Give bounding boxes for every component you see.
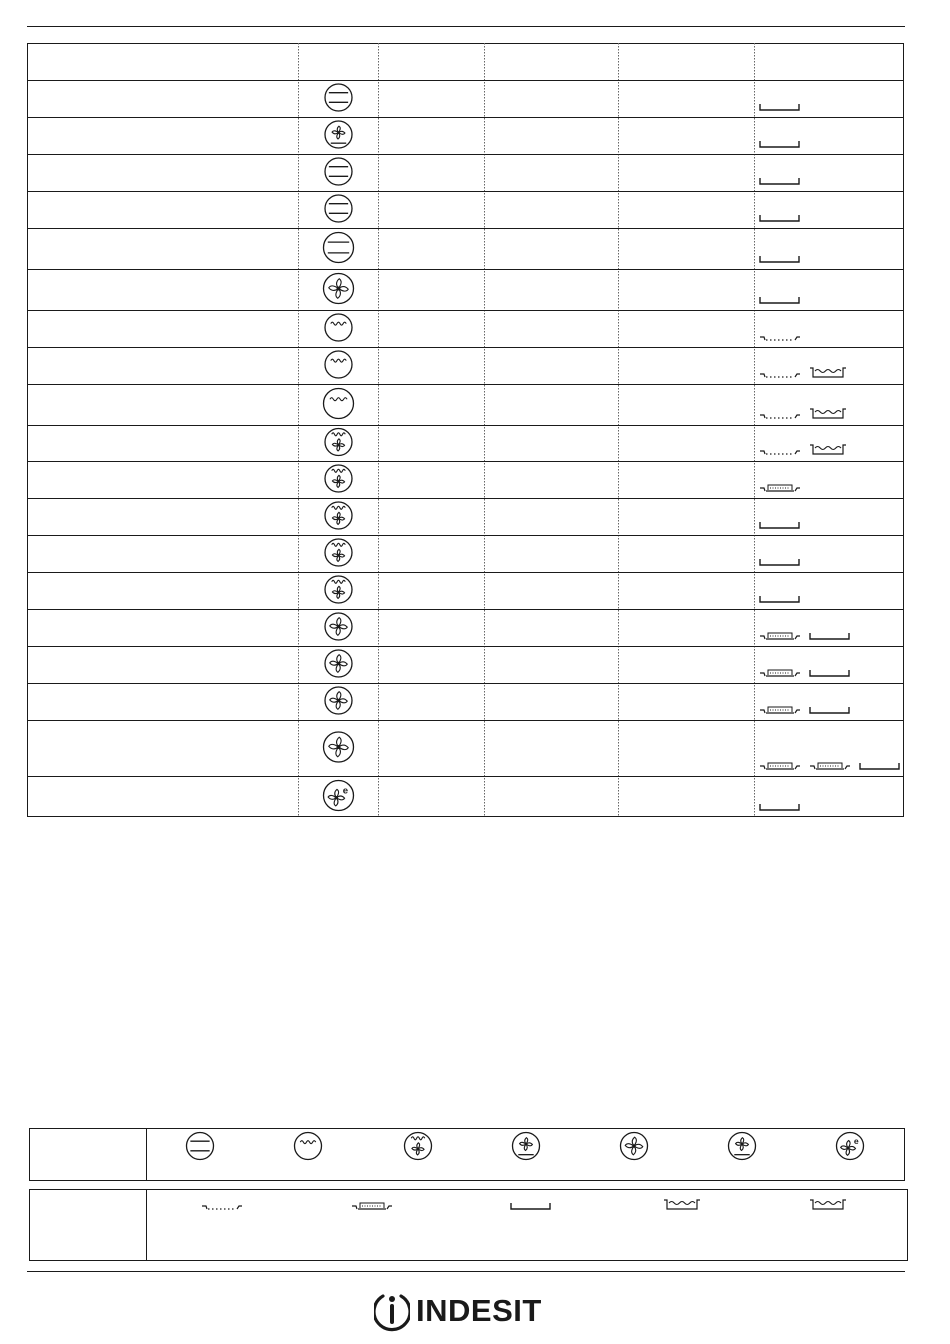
- baking-tray-icon: [760, 559, 799, 565]
- legend-functions-icons: [30, 1129, 904, 1180]
- table-row: [324, 389, 847, 419]
- conventional-icon: [324, 233, 354, 263]
- convection-bake-icon: [325, 687, 352, 714]
- baking-tray-icon: [760, 256, 799, 262]
- table-row: [324, 233, 800, 263]
- table-row: [325, 465, 800, 492]
- forced-air-icon: [513, 1133, 540, 1160]
- cooking-table: [27, 43, 904, 817]
- turbo-grill-icon: [325, 576, 352, 603]
- convection-bake-icon: [324, 274, 354, 304]
- indesit-logo-icon: [374, 1288, 410, 1334]
- baking-tray-icon: [760, 141, 799, 147]
- baking-tray-icon: [511, 1203, 550, 1209]
- drip-tray-icon: [810, 409, 846, 418]
- convection-bake-icon: [324, 732, 354, 762]
- baking-tray-icon: [860, 763, 899, 769]
- table-row: [325, 502, 799, 529]
- table-row: [325, 650, 849, 677]
- baking-tray-icon: [760, 596, 799, 602]
- grill-icon: [325, 314, 352, 341]
- table-row: [325, 314, 800, 341]
- wire-shelf-with-tray-icon: [760, 763, 800, 769]
- drip-tray-icon: [810, 445, 846, 454]
- forced-air-icon: [325, 121, 352, 148]
- baking-tray-icon: [760, 522, 799, 528]
- conventional-icon: [325, 195, 352, 222]
- baking-tray-icon: [760, 297, 799, 303]
- bottom-rule: [27, 1271, 905, 1272]
- table-row: [325, 158, 799, 185]
- table-row: [325, 195, 799, 222]
- brand-logo: [374, 1286, 564, 1336]
- baking-tray-icon: [810, 670, 849, 676]
- baking-tray-icon: [810, 707, 849, 713]
- convection-bake-icon: [325, 650, 352, 677]
- turbo-grill-icon: [325, 502, 352, 529]
- wire-shelf-with-tray-icon: [760, 485, 800, 491]
- table-row: [325, 539, 799, 566]
- drip-tray-icon: [810, 368, 846, 377]
- table-row: [325, 84, 799, 111]
- table-row: [325, 121, 799, 148]
- legend-accessories-icons: [30, 1190, 907, 1260]
- eco-forced-air-icon: [837, 1133, 864, 1160]
- baking-tray-icon: [810, 633, 849, 639]
- wire-shelf-icon: [760, 451, 800, 454]
- drip-tray-icon: [664, 1200, 700, 1209]
- wire-shelf-with-tray-icon: [810, 763, 850, 769]
- baking-tray-icon: [760, 804, 799, 810]
- legend-accessories: [29, 1189, 908, 1261]
- brand-wordmark: INDESIT: [416, 1293, 542, 1328]
- wire-shelf-with-tray-icon: [760, 707, 800, 713]
- table-row: [325, 687, 849, 714]
- convection-bake-icon: [621, 1133, 648, 1160]
- baking-tray-icon: [760, 104, 799, 110]
- legend-functions: [29, 1128, 905, 1181]
- grill-icon: [295, 1133, 322, 1160]
- turbo-grill-icon: [325, 539, 352, 566]
- svg-text:e: e: [853, 1136, 859, 1147]
- table-row: [325, 429, 846, 456]
- cooking-table-grid: [27, 43, 904, 817]
- baking-tray-icon: [760, 215, 799, 221]
- turbo-grill-icon: [325, 465, 352, 492]
- grill-icon: [325, 351, 352, 378]
- svg-text:e: e: [342, 785, 349, 797]
- table-row: [324, 732, 900, 769]
- wire-shelf-icon: [202, 1206, 242, 1209]
- conventional-icon: [325, 158, 352, 185]
- wire-shelf-icon: [760, 337, 800, 340]
- table-row: [324, 274, 800, 304]
- forced-air-icon: [729, 1133, 756, 1160]
- top-rule: [27, 26, 905, 27]
- conventional-icon: [187, 1133, 214, 1160]
- table-row: [325, 351, 846, 378]
- table-border: [28, 44, 904, 817]
- eco-forced-air-icon: [324, 781, 354, 811]
- wire-shelf-with-tray-icon: [352, 1203, 392, 1209]
- table-row: [325, 576, 799, 603]
- wire-shelf-icon: [760, 374, 800, 377]
- baking-tray-icon: [760, 178, 799, 184]
- convection-bake-icon: [325, 613, 352, 640]
- grill-icon: [324, 389, 354, 419]
- wire-shelf-with-tray-icon: [760, 633, 800, 639]
- wire-shelf-icon: [760, 415, 800, 418]
- drip-tray-icon: [810, 1200, 846, 1209]
- turbo-grill-icon: [325, 429, 352, 456]
- turbo-grill-icon: [405, 1133, 432, 1160]
- table-row: [324, 781, 800, 811]
- conventional-icon: [325, 84, 352, 111]
- table-row: [325, 613, 849, 640]
- wire-shelf-with-tray-icon: [760, 670, 800, 676]
